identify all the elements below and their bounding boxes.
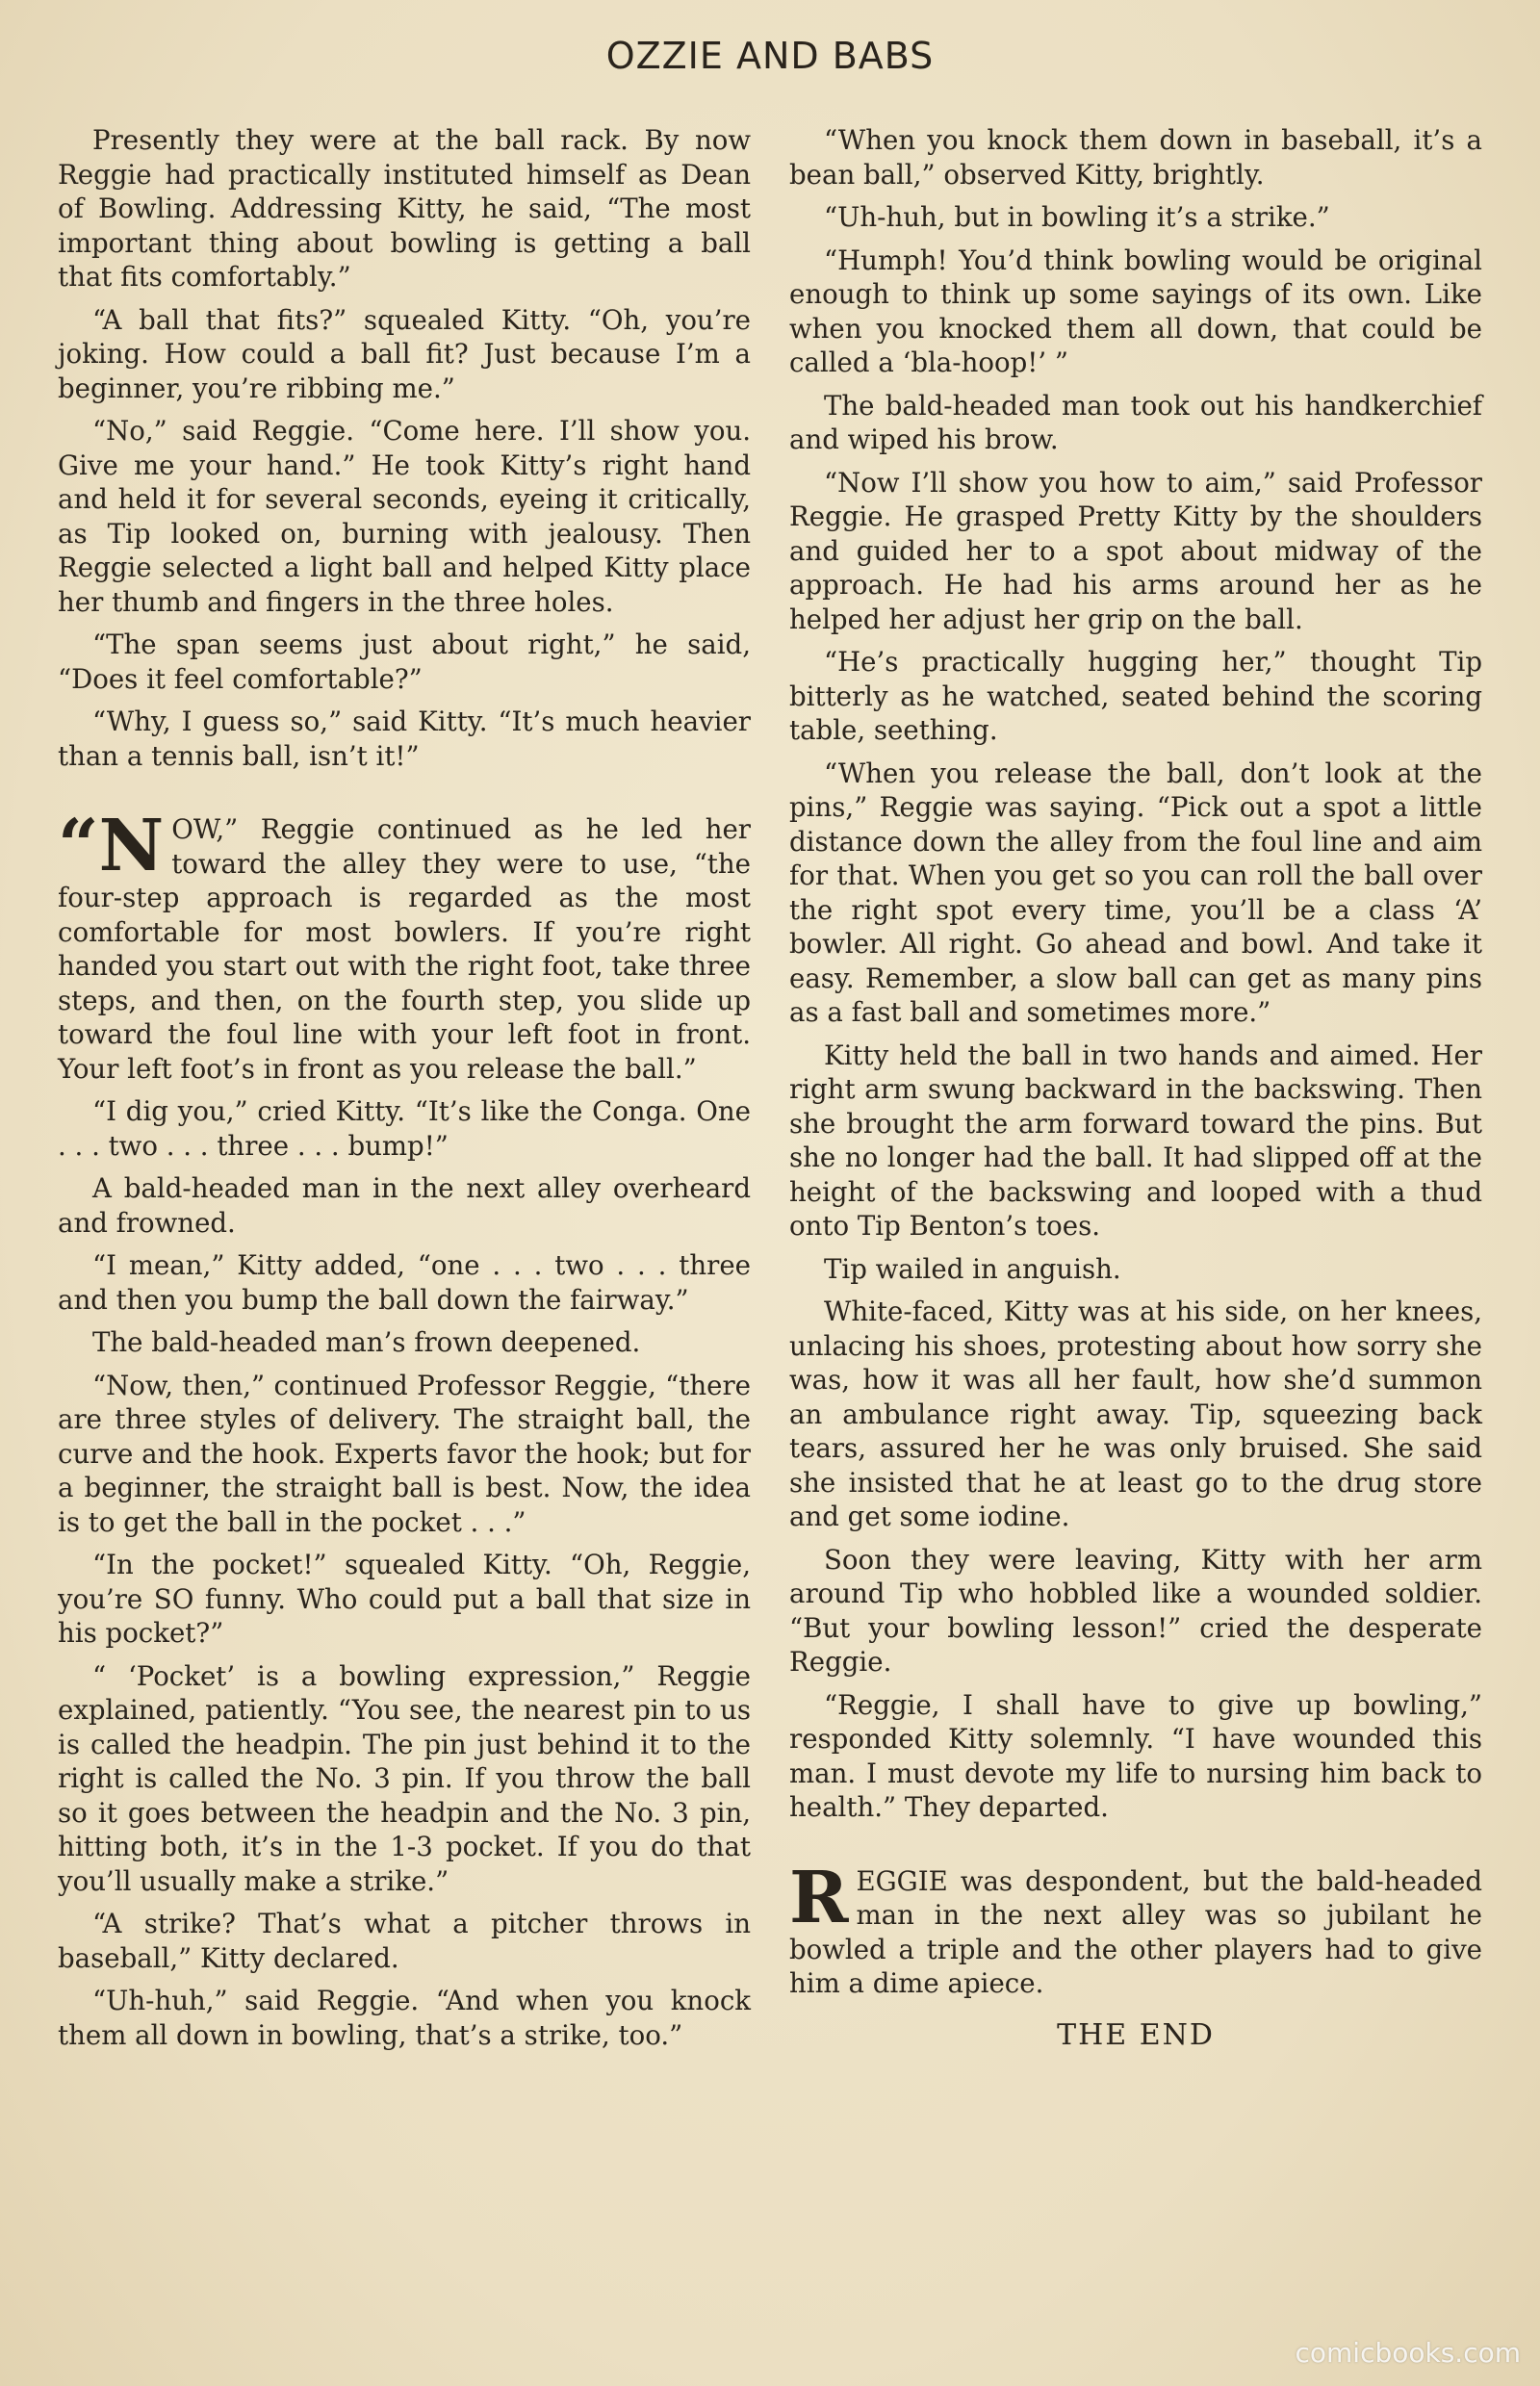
- paragraph: The bald-headed man took out his handkerchief and wiped his brow.: [789, 389, 1482, 455]
- paragraph: “Now, then,” continued Professor Reggie, “there are three styles of delivery. The straight ball, the curve and the hook. Experts favor the hook; but for a beginner, the straight ball is best. Now, the idea is to get the ball in the pocket . . .”: [58, 1369, 751, 1538]
- section-gap: [789, 1834, 1482, 1864]
- paragraph: “When you knock them down in baseball, it’s a bean ball,” observed Kitty, brightly.: [789, 124, 1482, 191]
- left-column: [58, 123, 751, 2061]
- paragraph: “I dig you,” cried Kitty. “It’s like the Conga. One . . . two . . . three . . . bump!”: [58, 1095, 751, 1162]
- paragraph: The bald-headed man’s frown deepened.: [92, 1326, 641, 1358]
- paragraph: “In the pocket!” squealed Kitty. “Oh, Reggie, you’re SO funny. Who could put a ball that size in his pocket?”: [58, 1549, 751, 1649]
- watermark: comicbooks.com: [1295, 2337, 1521, 2369]
- paragraph: “ ‘Pocket’ is a bowling expression,” Reggie explained, patiently. “You see, the nearest pin to us is called the headpin. The pin just behind it to the right is called the No. 3 pin. If you throw the ball so it goes between the headpin and the No. 3 pin, hitting both, it’s in the 1-3 pocket. If you do that you’ll usually make a strike.”: [58, 1659, 751, 1897]
- paragraph: “He’s practically hugging her,” thought Tip bitterly as he watched, seated behind the scoring table, seething.: [789, 646, 1482, 746]
- paragraph: “Reggie, I shall have to give up bowling,” responded Kitty solemnly. “I have wounded this man. I must devote my life to nursing him back to health.” They departed.: [789, 1688, 1482, 1823]
- right-column: [789, 123, 1482, 2061]
- drop-cap: R: [789, 1856, 849, 1939]
- paragraph: “A strike? That’s what a pitcher throws in baseball,” Kitty declared.: [58, 1908, 751, 1974]
- dropcap-paragraph: [58, 805, 751, 1086]
- paragraph: “No,” said Reggie. “Come here. I’ll show you. Give me your hand.” He took Kitty’s right hand and held it for several seconds, eyeing it critically, as Tip looked on, burning with jealousy. Then Reggie selected a light ball and helped Kitty place her thumb and fingers in the three holes.: [58, 415, 751, 618]
- paragraph: “Now I’ll show you how to aim,” said Professor Reggie. He grasped Pretty Kitty by the shoulders and guided her to a spot about midway of the approach. He had his arms around her as he helped her adjust her grip on the ball.: [789, 466, 1482, 635]
- paragraph: Kitty held the ball in two hands and aimed. Her right arm swung backward in the backswing. Then she brought the arm forward toward the pins. But she no longer had the ball. It had slipped off at the height of the backswing and looped with a thud onto Tip Benton’s toes.: [789, 1039, 1482, 1242]
- the-end: THE END: [1057, 2017, 1215, 2052]
- paragraph: “Uh-huh,” said Reggie. “And when you knock them all down in bowling, that’s a strike, too.”: [58, 1985, 751, 2051]
- paragraph: Tip wailed in anguish.: [824, 1252, 1121, 1285]
- paragraph: “When you release the ball, don’t look at the pins,” Reggie was saying. “Pick out a spot a little distance down the alley from the foul line and aim for that. When you get so you can roll the ball over the right spot every time, you’ll be a class ‘A’ bowler. All right. Go ahead and bowl. And take it easy. Remember, a slow ball can get as many pins as a fast ball and sometimes more.”: [789, 757, 1482, 1028]
- story-columns: [58, 123, 1482, 2061]
- paragraph: “Uh-huh, but in bowling it’s a strike.”: [824, 201, 1330, 233]
- dropcap-paragraph: [789, 1856, 1482, 2001]
- drop-cap: “N: [58, 805, 165, 887]
- dropcap-text: EGGIE was despondent, but the bald-headed man in the next alley was so jubilant he bowled a triple and the other players had to give him a dime apiece.: [789, 1864, 1482, 1999]
- paragraph: “The span seems just about right,” he said, “Does it feel comfortable?”: [58, 629, 751, 695]
- paragraph: “I mean,” Kitty added, “one . . . two . . . three and then you bump the ball down the fairway.”: [58, 1249, 751, 1316]
- paragraph: Soon they were leaving, Kitty with her arm around Tip who hobbled like a wounded soldier. “But your bowling lesson!” cried the desperate Reggie.: [789, 1543, 1482, 1678]
- paragraph: A bald-headed man in the next alley overheard and frowned.: [58, 1172, 751, 1239]
- dropcap-text: OW,” Reggie continued as he led her toward the alley they were to use, “the four-step approach is regarded as the most comfortable for most bowlers. If you’re right handed you start out with the right foot, take three steps, and then, on the fourth step, you slide up toward the foul line with your left foot in front. Your left foot’s in front as you release the ball.”: [58, 813, 751, 1085]
- page-header: OZZIE AND BABS: [605, 35, 935, 77]
- paragraph: White-faced, Kitty was at his side, on her knees, unlacing his shoes, protesting about how sorry she was, how it was all her fault, how she’d summon an ambulance right away. Tip, squeezing back tears, assured her he was only bruised. She said she insisted that he at least go to the drug store and get some iodine.: [789, 1296, 1482, 1532]
- paragraph: “Humph! You’d think bowling would be original enough to think up some sayings of its own. Like when you knocked them all down, that could be called a ‘bla-hoop!’ ”: [789, 244, 1482, 378]
- paragraph: “A ball that fits?” squealed Kitty. “Oh, you’re joking. How could a ball fit? Just because I’m a beginner, you’re ribbing me.”: [58, 303, 751, 404]
- paragraph: “Why, I guess so,” said Kitty. “It’s much heavier than a tennis ball, isn’t it!”: [58, 706, 751, 772]
- paragraph: Presently they were at the ball rack. By now Reggie had practically instituted himself as Dean of Bowling. Addressing Kitty, he said, “The most important thing about bowling is getting a ball that fits comfortably.”: [58, 124, 751, 293]
